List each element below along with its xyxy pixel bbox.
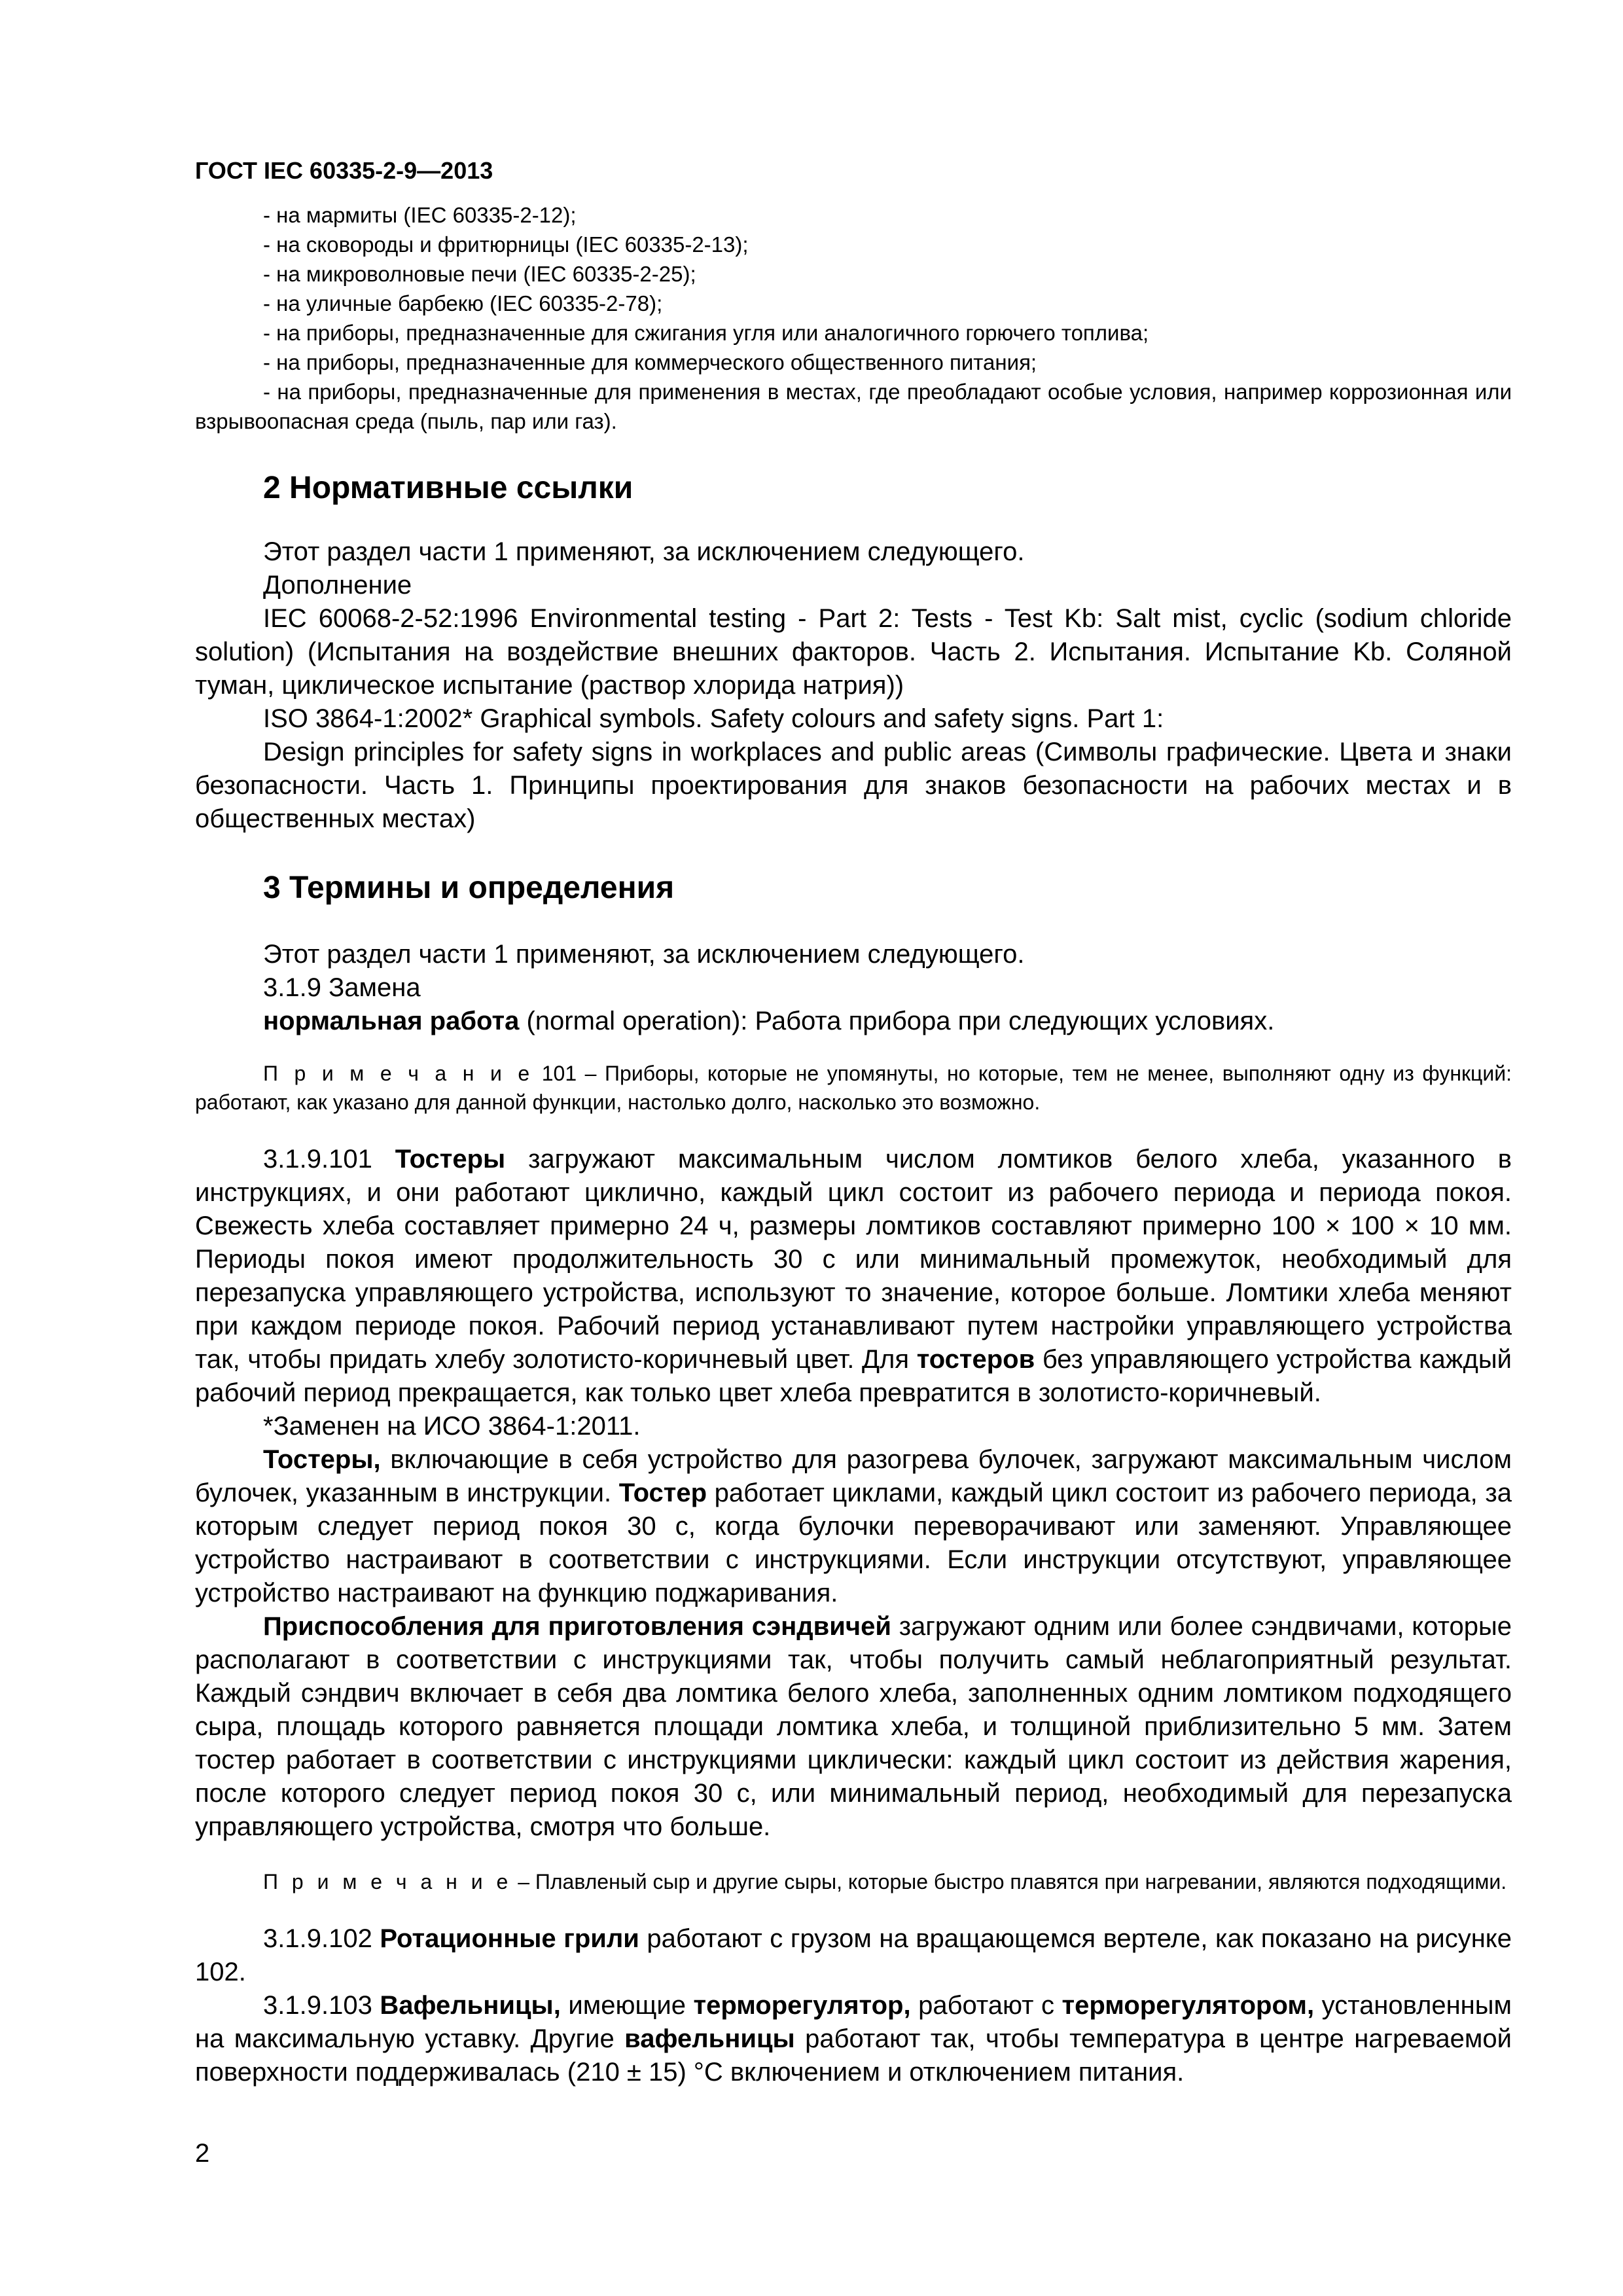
- definition-text: (normal operation): Работа прибора при следующих условиях.: [519, 1007, 1275, 1035]
- term: Ротационные грили: [380, 1924, 639, 1953]
- note: [195, 1059, 1512, 1117]
- clause-3-1-9-103: [195, 1989, 1512, 2089]
- clause-number: 3.1.9.103: [263, 1991, 380, 2020]
- term: терморегулятором,: [1061, 1991, 1315, 2020]
- term: нормальная работа: [263, 1007, 520, 1035]
- list-item: - на сковороды и фритюрницы (IEC 60335-2-13);: [263, 232, 749, 257]
- note-label: П р и м е ч а н и е: [263, 1870, 512, 1893]
- note-text: – Плавленый сыр и другие сыры, которые быстро плавятся при нагревании, являются подходящими.: [512, 1870, 1507, 1893]
- list-item: - на микроволновые печи (IEC 60335-2-25);: [263, 262, 696, 286]
- paragraph: Дополнение: [263, 571, 412, 600]
- paragraph-text: работает циклами, каждый цикл состоит из рабочего периода, за которым следует период покоя 30 с, когда булочки переворачивают или заменяют. Управляющее устройство настраивают в соответствии с инструкциями. Если инструкции отсутствуют, управляющее устройство настраивают на функцию поджаривания.: [195, 1479, 1512, 1607]
- note-label: П р и м е ч а н и е: [263, 1062, 534, 1085]
- page-number: 2: [195, 2139, 210, 2168]
- paragraph: [195, 1610, 1512, 1844]
- term: Приспособления для приготовления сэндвичей: [263, 1612, 891, 1641]
- clause-text: установленным на максимальную уставку. Другие: [195, 1991, 1512, 2053]
- paragraph-text: загружают одним или более сэндвичами, которые располагают в соответствии с инструкциями так, чтобы получить самый неблагоприятный результат. Каждый сэндвич включает в себя два ломтика белого хлеба, заполненных одним ломтиком подходящего сыра, площадь которого равняется площади ломтика хлеба, и толщиной приблизительно 5 мм. Затем тостер работает в соответствии с инструкциями циклически: каждый цикл состоит из действия жарения, после которого следует период покоя 30 с, или минимальный период, необходимый для перезапуска управляющего устройства, смотря что больше.: [195, 1612, 1512, 1841]
- section-heading: 3 Термины и определения: [263, 870, 675, 905]
- paragraph: [195, 1443, 1512, 1610]
- clause-text: имеющие: [560, 1991, 694, 2020]
- clause-text: работают так, чтобы температура в центре нагреваемой поверхности поддерживалась (210 ± 15) °С включением и отключением питания.: [195, 2024, 1512, 2087]
- paragraph-text: включающие в себя устройство для разогрева булочек, загружают максимальным числом булочек, указанным в инструкции.: [195, 1445, 1512, 1507]
- list-item: - на приборы, предназначенные для сжигания угля или аналогичного горючего топлива;: [263, 321, 1149, 345]
- term: Вафельницы,: [380, 1991, 561, 2020]
- document-body: [195, 196, 1512, 2089]
- reference-entry: ISO 3864-1:2002* Graphical symbols. Safety colours and safety signs. Part 1:: [263, 704, 1164, 733]
- note: [195, 1867, 1512, 1896]
- paragraph: Этот раздел части 1 применяют, за исключением следующего.: [263, 940, 1025, 969]
- term: Тостеры: [395, 1145, 506, 1174]
- exclusions-list: [195, 200, 1512, 436]
- reference-entry: Design principles for safety signs in workplaces and public areas (Символы графические. Цвета и знаки безопасности. Часть 1. Принципы проектирования для знаков безопасности на рабочих местах и в общественных местах): [195, 738, 1512, 833]
- term: терморегулятор,: [693, 1991, 911, 2020]
- term: тостеров: [916, 1345, 1035, 1374]
- section-3-body: [195, 938, 1512, 2089]
- clause-text: загружают максимальным числом ломтиков белого хлеба, указанного в инструкциях, и они работают циклично, каждый цикл состоит из рабочего периода и периода покоя. Свежесть хлеба составляет примерно 24 ч, размеры ломтиков составляют примерно 100 × 100 × 10 мм. Периоды покоя имеют продолжительность 30 с или минимальный промежуток, необходимый для перезапуска управляющего устройства, используют то значение, которое больше. Ломтики хлеба меняют при каждом периоде покоя. Рабочий период устанавливают путем настройки управляющего устройства так, чтобы придать хлебу золотисто-коричневый цвет. Для: [195, 1145, 1512, 1374]
- term: Тостеры,: [263, 1445, 381, 1474]
- list-item: - на мармиты (IEC 60335-2-12);: [263, 203, 577, 227]
- footnote: *Заменен на ИСО 3864-1:2011.: [263, 1412, 641, 1441]
- clause-text: без управляющего устройства каждый рабочий период прекращается, как только цвет хлеба превратится в золотисто-коричневый.: [195, 1345, 1512, 1407]
- note-text: 101 – Приборы, которые не упомянуты, но которые, тем не менее, выполняют одну из функций: работают, как указано для данной функции, настолько долго, насколько это возможно.: [195, 1062, 1512, 1114]
- definition: [195, 1005, 1512, 1038]
- term: Тостер: [618, 1479, 707, 1507]
- clause-number: 3.1.9.101: [263, 1145, 395, 1174]
- list-item: - на уличные барбекю (IEC 60335-2-78);: [263, 291, 663, 315]
- clause-text: работают с грузом на вращающемся вертеле, как показано на рисунке 102.: [195, 1924, 1512, 1986]
- clause-3-1-9-101: [195, 1143, 1512, 1410]
- paragraph: Этот раздел части 1 применяют, за исключением следующего.: [263, 537, 1025, 566]
- clause-number: 3.1.9.102: [263, 1924, 380, 1953]
- section-heading: 2 Нормативные ссылки: [263, 471, 633, 505]
- clause-text: работают с: [910, 1991, 1062, 2020]
- paragraph: 3.1.9 Замена: [263, 973, 421, 1002]
- document-header: ГОСТ IEC 60335-2-9—2013: [195, 157, 493, 184]
- clause-3-1-9-102: [195, 1922, 1512, 1989]
- list-item: - на приборы, предназначенные для коммерческого общественного питания;: [263, 350, 1037, 374]
- list-item: - на приборы, предназначенные для применения в местах, где преобладают особые условия, например коррозионная или взрывоопасная среда (пыль, пар или газ).: [195, 380, 1512, 433]
- term: вафельницы: [624, 2024, 795, 2053]
- reference-entry: IEC 60068-2-52:1996 Environmental testing - Part 2: Tests - Test Kb: Salt mist, cyclic (sodium chloride solution) (Испытания на воздействие внешних факторов. Часть 2. Испытания. Испытание Kb. Соляной туман, циклическое испытание (раствор хлорида натрия)): [195, 604, 1512, 700]
- section-2-body: [195, 535, 1512, 836]
